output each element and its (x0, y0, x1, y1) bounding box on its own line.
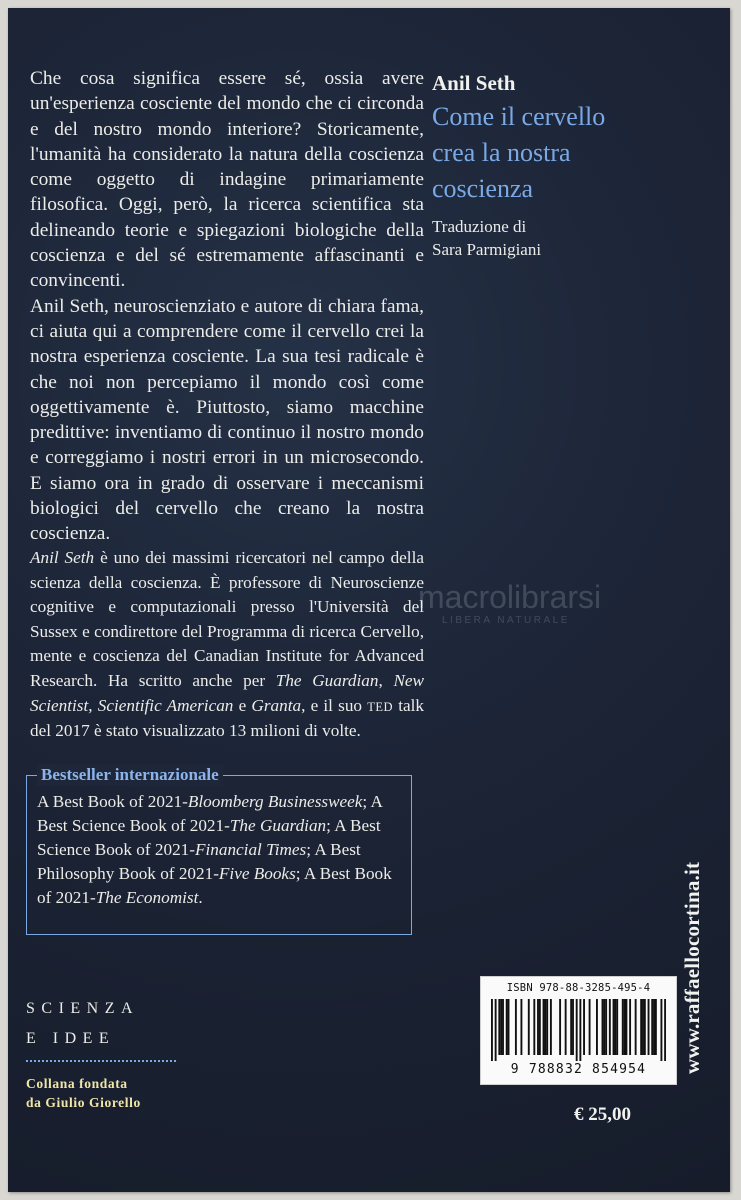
barcode-bar (629, 999, 631, 1055)
series-note-line-2: da Giulio Giorello (26, 1095, 141, 1110)
award-5-source: The Economist (95, 888, 199, 907)
award-3: ; A Best Science Book of 2021- (37, 816, 381, 859)
bio-publication-2: New Scientist (30, 670, 425, 715)
bio-text-3: talk del 2017 è stato visualizzato 13 milioni di volte. (30, 695, 424, 741)
watermark-text: macrolibrarsi (418, 579, 602, 615)
price: € 25,00 (574, 1104, 631, 1125)
barcode-bar (565, 999, 567, 1055)
bio-text-1: è uno dei massimi ricercatori nel campo della scienza della coscienza. È professore di Neuroscienze cognitive e computazionali presso l'Università del Sussex e condirettore del Programma di ricerca Cervello, mente e coscienza del Canadian Institute for Advanced Research. Ha scritto anche per (30, 548, 424, 690)
barcode-bar (500, 999, 502, 1055)
barcode-bar (589, 999, 591, 1055)
title-block (432, 70, 722, 261)
barcode-bar (550, 999, 552, 1055)
barcode-bar (572, 999, 574, 1055)
barcode-bar (576, 999, 578, 1061)
bio-ted: TED (367, 699, 394, 714)
barcode-bar (655, 999, 657, 1055)
bio-separator-3: e (233, 695, 252, 715)
bestseller-box (26, 765, 412, 935)
isbn-text: ISBN 978-88-3285-495-4 (506, 982, 651, 994)
award-4: ; A Best Philosophy Book of 2021- (37, 840, 361, 883)
barcode-bar (614, 999, 616, 1055)
series-note-line-1: Collana fondata (26, 1076, 128, 1091)
barcode-bar (605, 999, 607, 1055)
award-2: ; A Best Science Book of 2021- (37, 792, 383, 835)
barcode-bar (546, 999, 548, 1055)
award-2-source: The Guardian (229, 816, 327, 835)
watermark-subtext: LIBERA NATURALE (442, 615, 570, 626)
barcode-bar (515, 999, 517, 1055)
series-dotted-divider (26, 1060, 176, 1062)
barcode-bar (653, 999, 655, 1055)
award-4-source: Five Books (218, 864, 296, 883)
barcode-bar (506, 999, 508, 1055)
barcode-bar (520, 999, 522, 1055)
barcode-bar (609, 999, 611, 1055)
award-3-source: Financial Times (195, 840, 307, 859)
award-1-source: Bloomberg Businessweek (187, 792, 363, 811)
title-line-1: Come il cervello (432, 102, 606, 131)
barcode-bar (625, 999, 627, 1055)
author-name: Anil Seth (432, 71, 516, 95)
barcode-bar (495, 999, 497, 1061)
bio-publication-1: The Guardian (275, 670, 379, 690)
barcode-bar (622, 999, 624, 1055)
bio-separator-2: , (88, 695, 98, 715)
series-name-line-2: E IDEE (26, 1030, 116, 1047)
barcode-bar (603, 999, 605, 1055)
barcode-bar (664, 999, 666, 1061)
title-line-2: crea la nostra (432, 138, 571, 167)
ean-digits: 9 788832 854954 (510, 1062, 647, 1077)
bio-publication-3: Scientific American (97, 695, 234, 715)
bio-separator-1: , (378, 670, 394, 690)
book-back-cover (8, 8, 730, 1192)
barcode-bar (640, 999, 642, 1055)
barcode-bar (624, 999, 626, 1055)
isbn-barcode (480, 976, 677, 1085)
barcode-bar (660, 999, 662, 1061)
barcode-bar (498, 999, 500, 1055)
watermark-logo (418, 579, 602, 626)
barcode-bar (579, 999, 581, 1061)
series-block (26, 994, 186, 1112)
barcode-bar (648, 999, 650, 1055)
barcode-bar (644, 999, 646, 1055)
barcode-bar (539, 999, 541, 1055)
barcode-bar (533, 999, 535, 1055)
blurb-paragraph-1: Che cosa significa essere sé, ossia avere un'esperienza cosciente del mondo che ci circonda e del nostro mondo interiore? Storicamente, l'umanità ha considerato la natura della coscienza come oggetto di indagine primariamente filosofica. Oggi, però, la ricerca scientifica sta delineando teorie e spiegazioni biologiche della coscienza e del sé estremamente affascinanti e convincenti. (30, 68, 424, 292)
translation-line-2: Sara Parmigiani (432, 240, 542, 259)
translation-credit (432, 215, 722, 261)
bestseller-heading: Bestseller internazionale (37, 764, 223, 786)
barcode-bar (583, 999, 585, 1055)
author-bio (30, 546, 424, 744)
bio-text-2: , e il suo (301, 695, 368, 715)
barcode-bar (635, 999, 637, 1055)
barcode-bar (616, 999, 618, 1055)
blurb-text (30, 66, 424, 547)
barcode-bar (502, 999, 504, 1055)
barcode-bar (491, 999, 493, 1061)
barcode-bar (543, 999, 545, 1055)
barcode-bar (537, 999, 539, 1055)
bio-author-name: Anil Seth (30, 548, 95, 567)
barcode-bar (596, 999, 598, 1055)
barcode-bar (602, 999, 604, 1055)
bio-publication-4: Granta (251, 695, 302, 715)
series-note (26, 1074, 186, 1112)
barcode-bar (559, 999, 561, 1055)
barcode-bar (613, 999, 615, 1055)
barcode-bar (544, 999, 546, 1055)
bestseller-list (37, 790, 407, 910)
title-line-3: coscienza (432, 174, 534, 203)
publisher-website: www.raffaellocortina.it (680, 861, 704, 1074)
barcode-bar (642, 999, 644, 1055)
award-1: A Best Book of 2021- (37, 792, 188, 811)
barcode-bar (528, 999, 530, 1055)
award-end: . (198, 888, 203, 907)
translation-line-1: Traduzione di (432, 217, 527, 236)
barcode-bar (651, 999, 653, 1055)
blurb-paragraph-2: Anil Seth, neuroscienziato e autore di chiara fama, ci aiuta qui a comprendere come il cervello crei la nostra esperienza cosciente. La sua tesi radicale è che noi non percepiamo il mondo così come oggettivamente è. Piuttosto, siamo macchine predittive: inventiamo di continuo il nostro mondo e correggiamo i nostri errori in un microsecondo. E siamo ora in grado di osservare i meccanismi biologici del cervello che creano la nostra coscienza. (30, 295, 424, 545)
series-name-line-1: SCIENZA (26, 1000, 140, 1017)
barcode-bars (491, 999, 666, 1061)
book-title (432, 99, 722, 207)
barcode-bar (570, 999, 572, 1055)
barcode-bar (508, 999, 510, 1055)
award-5: ; A Best Book of 2021- (37, 864, 392, 907)
